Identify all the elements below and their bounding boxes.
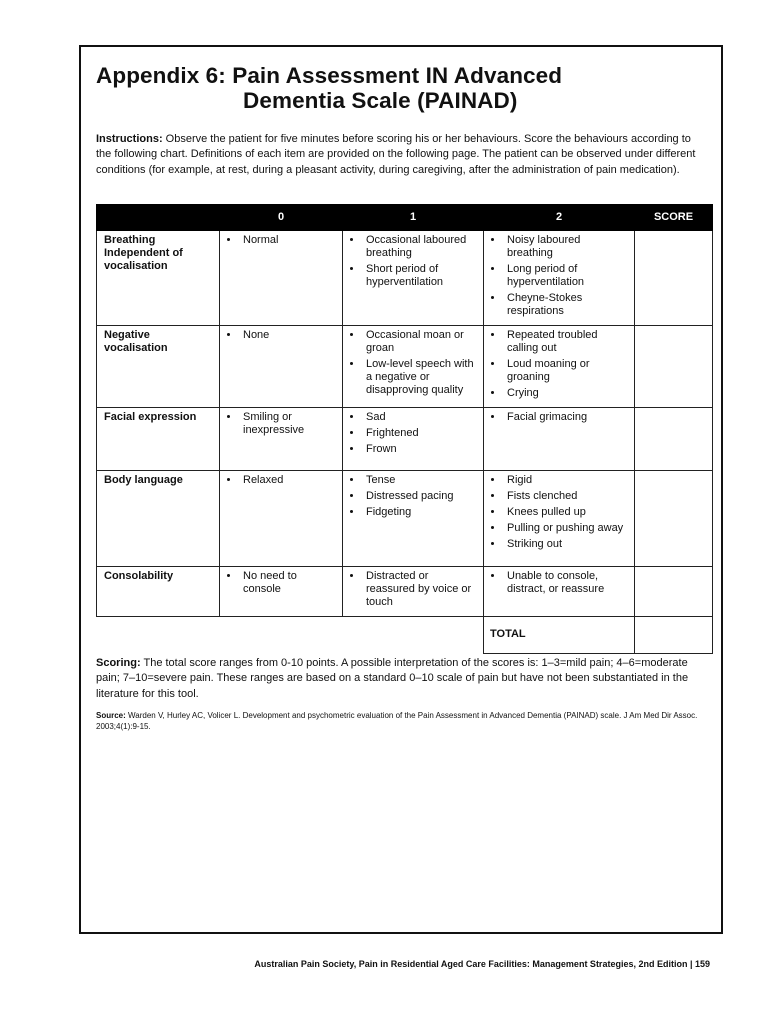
category-cell: Body language	[97, 471, 220, 567]
behaviour-item: • Fidgeting	[363, 506, 477, 519]
header-score-1: 1	[343, 205, 484, 231]
total-spacer	[97, 617, 484, 654]
behaviour-item: • Distressed pacing	[363, 490, 477, 503]
behaviour-cell-score-1	[343, 231, 484, 326]
table-row	[97, 567, 713, 617]
behaviour-list	[490, 570, 628, 596]
category-cell: Facial expression	[97, 408, 220, 471]
category-cell: Negative vocalisation	[97, 326, 220, 408]
behaviour-cell-score-2	[484, 471, 635, 567]
behaviour-cell-score-0	[220, 471, 343, 567]
behaviour-cell-score-0	[220, 408, 343, 471]
table-row	[97, 326, 713, 408]
behaviour-list	[226, 474, 336, 487]
behaviour-item: • No need to console	[240, 570, 336, 596]
behaviour-cell-score-2	[484, 326, 635, 408]
score-input-cell[interactable]	[635, 408, 713, 471]
behaviour-list	[349, 329, 477, 397]
scoring-paragraph	[96, 656, 706, 702]
behaviour-item: • Noisy laboured breathing	[504, 234, 628, 260]
score-input-cell[interactable]	[635, 231, 713, 326]
behaviour-item: • Low-level speech with a negative or disapproving quality	[363, 358, 477, 397]
behaviour-cell-score-2	[484, 567, 635, 617]
behaviour-list	[349, 474, 477, 519]
source-text: Warden V, Hurley AC, Volicer L. Development and psychometric evaluation of the Pain Assessment in Advanced Dementia (PAINAD) scale. J Am Med Dir Assoc. 2003;4(1):9-15.	[96, 711, 698, 731]
behaviour-item: • Short period of hyperventilation	[363, 263, 477, 289]
source-label: Source:	[96, 711, 126, 720]
title-line-2: Dementia Scale (PAINAD)	[243, 88, 518, 113]
behaviour-item: • Loud moaning or groaning	[504, 358, 628, 384]
behaviour-list	[490, 474, 628, 551]
behaviour-item: • Long period of hyperventilation	[504, 263, 628, 289]
behaviour-list	[490, 329, 628, 400]
behaviour-item: • Occasional laboured breathing	[363, 234, 477, 260]
behaviour-item: • Facial grimacing	[504, 411, 628, 424]
total-row	[97, 617, 713, 654]
behaviour-item: • Striking out	[504, 538, 628, 551]
page-title	[96, 63, 696, 113]
behaviour-item: • Normal	[240, 234, 336, 247]
category-cell: Breathing Independent of vocalisation	[97, 231, 220, 326]
behaviour-cell-score-0	[220, 231, 343, 326]
behaviour-cell-score-1	[343, 567, 484, 617]
behaviour-item: • Repeated troubled calling out	[504, 329, 628, 355]
behaviour-item: • Pulling or pushing away	[504, 522, 628, 535]
header-category	[97, 205, 220, 231]
behaviour-cell-score-1	[343, 326, 484, 408]
table-header-row	[97, 205, 713, 231]
behaviour-list	[490, 234, 628, 318]
scoring-text: The total score ranges from 0-10 points. A possible interpretation of the scores is: 1–3=mild pain; 4–6=moderate pain; 7–10=severe pain. These ranges are based on a standard 0–10 scale of pain but have not been substantiated in the literature for this tool.	[96, 657, 689, 700]
behaviour-item: • Relaxed	[240, 474, 336, 487]
behaviour-list	[226, 411, 336, 437]
behaviour-item: • Sad	[363, 411, 477, 424]
behaviour-cell-score-0	[220, 326, 343, 408]
page-footer: Australian Pain Society, Pain in Residential Aged Care Facilities: Management Strategies, 2nd Edition | 159	[254, 959, 710, 969]
title-line-1: Appendix 6: Pain Assessment IN Advanced	[96, 63, 563, 88]
behaviour-list	[349, 570, 477, 609]
behaviour-list	[490, 411, 628, 424]
behaviour-item: • None	[240, 329, 336, 342]
instructions-text: Observe the patient for five minutes before scoring his or her behaviours. Score the behaviours according to the following chart. Definitions of each item are provided on the following page. The patient can be observed under different conditions (for example, at rest, during a pleasant activity, during caregiving, after the administration of pain medication).	[96, 133, 696, 176]
score-input-cell[interactable]	[635, 567, 713, 617]
behaviour-item: • Frown	[363, 443, 477, 456]
table-row	[97, 471, 713, 567]
total-score-cell[interactable]	[635, 617, 713, 654]
behaviour-item: • Cheyne-Stokes respirations	[504, 292, 628, 318]
table-row	[97, 408, 713, 471]
instructions-paragraph	[96, 132, 696, 178]
behaviour-item: • Tense	[363, 474, 477, 487]
instructions-label: Instructions:	[96, 133, 163, 145]
score-input-cell[interactable]	[635, 471, 713, 567]
source-citation	[96, 711, 708, 732]
behaviour-item: • Unable to console, distract, or reassure	[504, 570, 628, 596]
behaviour-item: • Distracted or reassured by voice or touch	[363, 570, 477, 609]
total-label: TOTAL	[484, 617, 635, 654]
behaviour-list	[226, 570, 336, 596]
header-score-2: 2	[484, 205, 635, 231]
behaviour-item: • Crying	[504, 387, 628, 400]
behaviour-list	[349, 234, 477, 289]
header-score-column: SCORE	[635, 205, 713, 231]
header-score-0: 0	[220, 205, 343, 231]
behaviour-item: • Frightened	[363, 427, 477, 440]
behaviour-cell-score-2	[484, 408, 635, 471]
behaviour-cell-score-0	[220, 567, 343, 617]
painad-table	[96, 204, 713, 654]
behaviour-list	[349, 411, 477, 456]
table-row	[97, 231, 713, 326]
behaviour-item: • Smiling or inexpressive	[240, 411, 336, 437]
table-body	[97, 231, 713, 617]
scoring-label: Scoring:	[96, 657, 141, 669]
behaviour-list	[226, 234, 336, 247]
category-cell: Consolability	[97, 567, 220, 617]
behaviour-item: • Knees pulled up	[504, 506, 628, 519]
behaviour-cell-score-1	[343, 471, 484, 567]
behaviour-item: • Rigid	[504, 474, 628, 487]
behaviour-cell-score-1	[343, 408, 484, 471]
behaviour-item: • Occasional moan or groan	[363, 329, 477, 355]
behaviour-item: • Fists clenched	[504, 490, 628, 503]
score-input-cell[interactable]	[635, 326, 713, 408]
behaviour-cell-score-2	[484, 231, 635, 326]
behaviour-list	[226, 329, 336, 342]
